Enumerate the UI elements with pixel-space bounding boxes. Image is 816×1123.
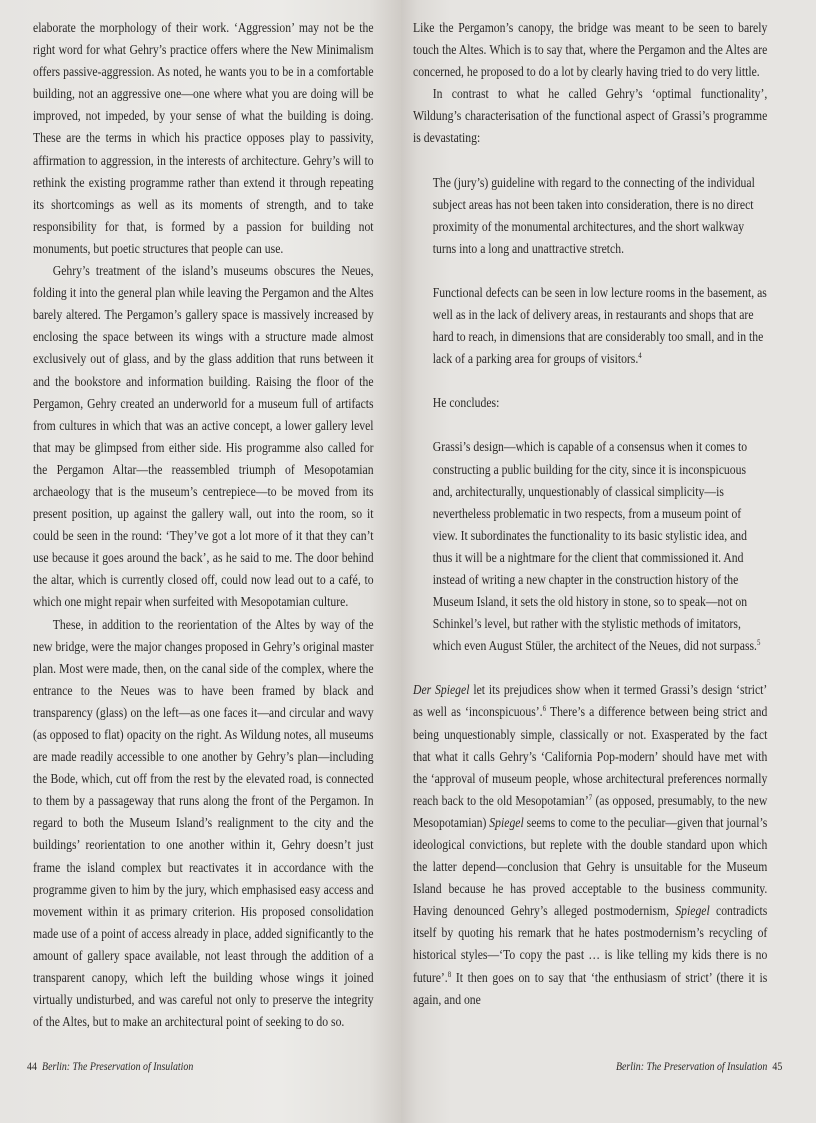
paragraph: Der Spiegel let its prejudices show when it termed Grassi’s design ‘strict’ as well as ‘inconspicuous’.$^6$ There’s a difference between being strict and being unquestionably simple, classically or not. Exasperated by the fact that what it calls Gehry’s ‘California Pop-modern’ should have met with the ‘approval of museum people, whose architectural preferences normally reach back to the old Mesopotamian’$^7$ (as opposed, presumably, to the new Mesopotamian) Spiegel seems to come to the peculiar—given that journal’s ideological convictions, but replete with the double standard upon which the latter depend—conclusion that Gehry is unsuitable for the Museum Island because he has proved acceptable to the business community. Having denounced Gehry’s alleged postmodernism, Spiegel contradicts itself by quoting his remark that he hates postmodernism’s recycling of historical styles—‘To copy the past … is like telling my kids there is no future’.$^8$ It then goes on to say that ‘the enthusiasm of strict’ (there it is again, and one (413, 682, 768, 1007)
right-page-text (413, 17, 767, 1011)
block-quote (413, 436, 767, 657)
block-quote (413, 282, 767, 370)
paragraph: These, in addition to the reorientation of the Altes by way of the new bridge, were the major changes proposed in Gehry’s original master plan. Most were made, then, on the canal side of the complex, where the entrance to the Neues was to have been framed by black and transparency (glass) on the left—as one faces it—and circular and wavy (as opposed to flat) opacity on the right. As Wildung notes, all museums are made readily accessible to one another by Gehry’s plan—including the Bode, which, cut off from the rest by the elevated road, is connected to them by a passageway that runs along the front of the Pergamon. In regard to both the Museum Island’s realignment to the city and the buildings’ reorientation to one another within it, Gehry doesn’t just frame the island complex but reactivates it in accordance with the programme given to him by the jury, which emphasised easy access and movement within it as primary criterion. His proposed consolidation made use of a point of access already in place, added significantly to the amount of gallery space available, not least through the addition of a transparent canopy, which left the building whose wings it joined virtually undisturbed, and was careful not only to preserve the integrity of the Altes, but to make an architectural point of seeking to do so. (33, 616, 374, 1030)
page-number: 44 (27, 1061, 37, 1073)
quote-text: Functional defects can be seen in low lecture rooms in the basement, as well as in the lack of delivery areas, in restaurants and shops that are hard to reach, in dimensions that are considerably too small, and in the lack of a parking area for groups of visitors. (432, 284, 767, 367)
quote-text: Grassi’s design—which is capable of a consensus when it comes to constructing a public building for the city, since it is inconspicuous and, architecturally, unquestionably of classical simplicity—is nevertheless problematic in two respects, from a museum point of view. It subordinates the functionality to its basic stylistic idea, and thus it will be a nightmare for the client that commissioned it. And instead of writing a new chapter in the construction history of the Museum Island, it sets the old history in stone, so to speak—not on Schinkel’s level, but rather with the stylistic methods of imitators, which even August Stüler, the architect of the Neues, did not surpass. (432, 439, 757, 654)
left-page-footer (27, 1061, 193, 1073)
left-page-text (33, 17, 374, 1033)
paragraph: elaborate the morphology of their work. ‘Aggression’ may not be the right word for what Gehry’s practice offers where the New Minimalism offers passive-aggression. As noted, he wants you to be in a comfortable building, not an aggressive one—one where what you are doing will be improved, not impeded, by your sense of what the building is doing. These are the terms in which his practice opposes play to passivity, affirmation to aggression, in the interests of architecture. Gehry’s will to rethink the existing programme rather than extend it through repeating its shortcomings as well as its moments of strength, and to take responsibility for that, is formed by a passion for building not monuments, but poetic structures that people can use. (33, 20, 374, 256)
page-number: 45 (772, 1061, 783, 1073)
paragraph: Gehry’s treatment of the island’s museums obscures the Neues, folding it into the general plan while leaving the Pergamon and the Altes barely altered. The Pergamon’s gallery space is massively increased by enclosing the space between its wings with a structure made almost exclusively out of glass, and by the glass addition that runs between it and the bookstore and information building. Raising the floor of the Pergamon, Gehry created an underworld for a museum full of artifacts from cultures in which that was an active concept, a lower gallery level that may be glimpsed from either side. His programme also called for the Pergamon Altar—the reassembled triumph of Mesopotamian archaeology that is the museum’s centrepiece—to be moved from its present position, up against the gallery wall, out into the room, so it could be seen in the round: ‘They’ve got a lot more of it that they can’t use because it goes around the back’, as he said to me. The door behind the altar, which is currently closed off, could now lead out to a café, to which one might repair when surfeited with Mesopotamian culture. (33, 263, 374, 610)
footnote-ref: 7 (588, 792, 593, 802)
right-page (401, 0, 816, 1123)
publication-title: Der Spiegel (413, 682, 470, 698)
right-page-footer (616, 1061, 782, 1073)
running-title: Berlin: The Preservation of Insulation (616, 1061, 768, 1073)
left-page (0, 0, 401, 1123)
publication-title: Spiegel (489, 814, 524, 830)
publication-title: Spiegel (675, 903, 710, 919)
paragraph: In contrast to what he called Gehry’s ‘optimal functionality’, Wildung’s characterisation of the functional aspect of Grassi’s programme is devastating: (413, 86, 768, 146)
footnote-ref: 4 (638, 351, 642, 361)
paragraph: Like the Pergamon’s canopy, the bridge was meant to be seen to barely touch the Altes. Which is to say that, where the Pergamon and the Altes are concerned, he proposed to do a lot by clearly having tried to do very little. (413, 20, 768, 80)
footnote-ref: 8 (447, 969, 452, 979)
block-quote: The (jury’s) guideline with regard to the connecting of the individual subject areas has not been taken into consideration, there is no direct proximity of the monumental architectures, and the short walkway turns into a long and unattractive stretch. (432, 174, 755, 256)
footnote-ref: 5 (756, 638, 761, 648)
running-title: Berlin: The Preservation of Insulation (42, 1061, 194, 1073)
footnote-ref: 6 (542, 704, 547, 714)
block-quote-lead: He concludes: (432, 395, 500, 411)
